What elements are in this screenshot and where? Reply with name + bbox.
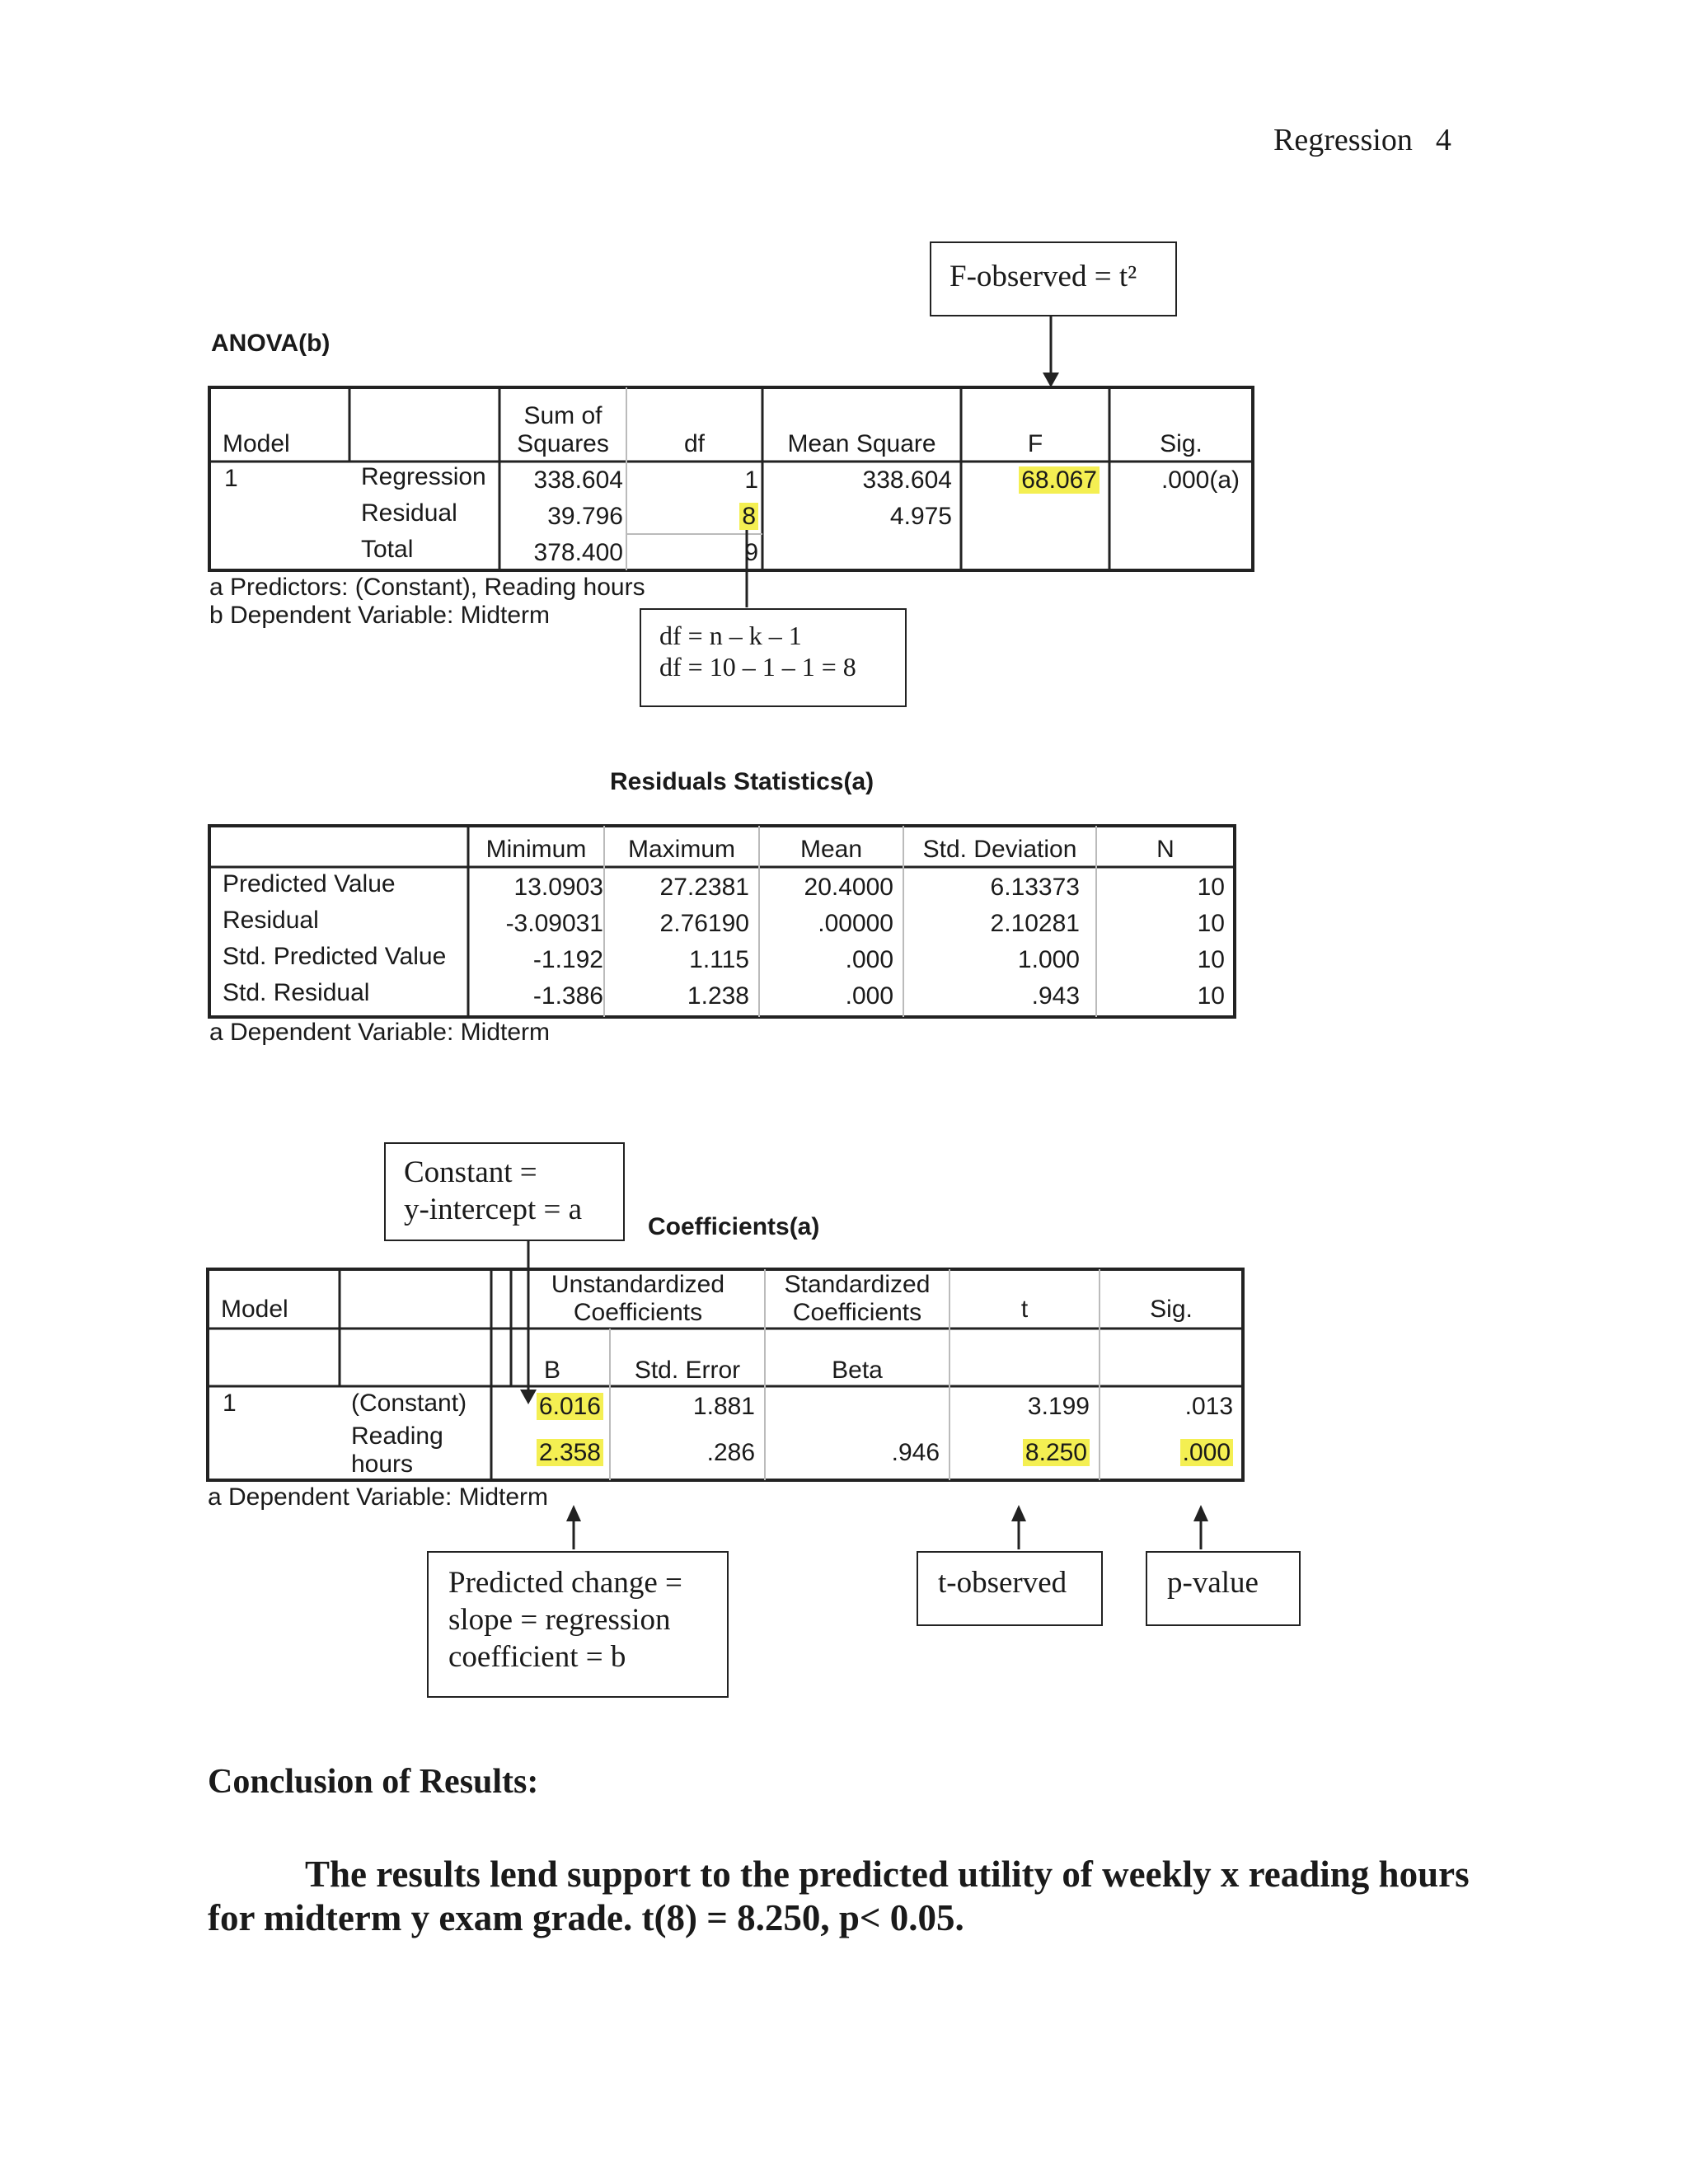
coef-header-b: B: [543, 1357, 560, 1384]
anova-ss: 378.400: [533, 539, 623, 566]
residuals-row-label: Residual: [223, 907, 319, 934]
residuals-mean: .000: [845, 982, 893, 1010]
residuals-header: Minimum: [485, 836, 587, 863]
coef-b-slope: 2.358: [537, 1439, 603, 1466]
anova-header-f: F: [1027, 430, 1043, 457]
coef-sig-value: .000: [1180, 1439, 1233, 1466]
residuals-min: 13.0903: [513, 874, 603, 901]
residuals-row-label: Std. Residual: [223, 979, 370, 1006]
slope-line-3: coefficient = b: [448, 1640, 626, 1674]
anova-header-df: df: [683, 430, 706, 457]
coef-header-std-1: Standardized: [784, 1271, 931, 1298]
anova-header-model: Model: [223, 430, 290, 457]
residuals-sd: 2.10281: [990, 910, 1080, 937]
coef-se: 1.881: [692, 1393, 755, 1420]
df-callout: [640, 608, 907, 707]
anova-row-label: Residual: [361, 499, 457, 527]
anova-model-num: 1: [224, 465, 238, 492]
header-title: Regression: [1273, 123, 1413, 157]
residuals-header: N: [1156, 836, 1175, 863]
anova-header-ss-1: Sum of: [523, 402, 603, 429]
conclusion-title: Conclusion of Results:: [208, 1763, 539, 1801]
coefficients-note: a Dependent Variable: Midterm: [208, 1483, 548, 1511]
residuals-mean: .00000: [818, 910, 893, 937]
anova-ss: 39.796: [547, 503, 623, 530]
coef-header-se: Std. Error: [634, 1357, 741, 1384]
coef-sig: [1100, 1439, 1233, 1467]
residuals-title: Residuals Statistics(a): [610, 768, 874, 795]
coef-header-std-2: Coefficients: [792, 1299, 922, 1326]
slope-callout: [427, 1551, 729, 1698]
p-value-text: p-value: [1167, 1566, 1259, 1600]
coef-header-t: t: [1020, 1296, 1029, 1323]
anova-header-sig: Sig.: [1160, 430, 1203, 457]
slope-line-2: slope = regression: [448, 1603, 671, 1637]
conclusion-body: The results lend support to the predicted utility of weekly x reading hours for midterm y exam grade. t(8) = 8.250, p< 0.05.: [208, 1854, 1470, 1938]
residuals-mean: .000: [845, 946, 893, 973]
coef-model-num: 1: [223, 1390, 237, 1417]
residuals-note: a Dependent Variable: Midterm: [209, 1019, 550, 1046]
slope-line-1: Predicted change =: [448, 1566, 682, 1600]
anova-f: [961, 466, 1100, 494]
coef-row-label-1: Reading: [351, 1422, 443, 1450]
anova-df: 1: [744, 466, 758, 494]
residuals-sd: 6.13373: [990, 874, 1080, 901]
residuals-header: Mean: [799, 836, 863, 863]
coef-header-unstd-1: Unstandardized: [551, 1271, 725, 1298]
residuals-min: -1.386: [532, 982, 603, 1010]
df-calculation: df = 10 – 1 – 1 = 8: [659, 652, 856, 682]
residuals-header: Std. Deviation: [922, 836, 1077, 863]
residuals-max: 1.238: [687, 982, 749, 1010]
coef-t-value: 8.250: [1023, 1439, 1090, 1466]
anova-title: ANOVA(b): [211, 330, 331, 357]
residuals-n: 10: [1197, 982, 1225, 1010]
residuals-row-label: Predicted Value: [223, 870, 396, 898]
residuals-max: 27.2381: [659, 874, 749, 901]
p-value-callout: [1146, 1551, 1301, 1626]
anova-ms: 4.975: [889, 503, 952, 530]
residuals-sd: 1.000: [1017, 946, 1080, 973]
coef-t: [950, 1439, 1090, 1467]
coef-header-beta: Beta: [832, 1357, 883, 1384]
anova-note-b: b Dependent Variable: Midterm: [209, 602, 550, 629]
coef-b: [511, 1439, 603, 1467]
residuals-n: 10: [1197, 874, 1225, 901]
residuals-row-label: Std. Predicted Value: [223, 943, 447, 970]
coef-b-constant: 6.016: [537, 1393, 603, 1420]
coef-beta: .946: [891, 1439, 940, 1466]
page-number: 4: [1435, 123, 1451, 157]
f-observed-text: F-observed = t²: [950, 260, 1137, 293]
f-observed-callout: [930, 241, 1177, 316]
anova-note-a: a Predictors: (Constant), Reading hours: [209, 574, 645, 601]
t-observed-text: t-observed: [938, 1566, 1067, 1600]
residuals-n: 10: [1197, 946, 1225, 973]
anova-f-value: 68.067: [1019, 466, 1100, 494]
anova-df: 9: [744, 539, 758, 566]
coef-se: .286: [706, 1439, 755, 1466]
coef-row-label-2: hours: [351, 1451, 414, 1478]
anova-row-label: Total: [361, 536, 414, 563]
df-formula: df = n – k – 1: [659, 621, 802, 650]
residuals-min: -3.09031: [505, 910, 603, 937]
anova-df: [626, 503, 758, 531]
coefficients-title: Coefficients(a): [648, 1213, 820, 1240]
residuals-max: 2.76190: [659, 910, 749, 937]
coef-sig: .013: [1184, 1393, 1233, 1420]
anova-ms: 338.604: [862, 466, 952, 494]
residuals-min: -1.192: [532, 946, 603, 973]
coef-row-label: (Constant): [351, 1390, 467, 1417]
anova-header-ss-2: Squares: [517, 430, 609, 457]
anova-sig: .000(a): [1160, 466, 1240, 494]
coef-header-unstd-2: Coefficients: [573, 1299, 703, 1326]
constant-line-1: Constant =: [404, 1155, 537, 1189]
residuals-mean: 20.4000: [804, 874, 893, 901]
residuals-header: Maximum: [627, 836, 735, 863]
coef-header-model: Model: [221, 1296, 288, 1323]
anova-row-label: Regression: [361, 463, 486, 490]
residuals-max: 1.115: [689, 946, 749, 973]
constant-callout: [384, 1142, 625, 1241]
residuals-n: 10: [1197, 910, 1225, 937]
anova-header-ms: Mean Square: [787, 430, 936, 457]
anova-ss: 338.604: [533, 466, 623, 494]
constant-line-2: y-intercept = a: [404, 1193, 583, 1226]
coef-header-sig: Sig.: [1150, 1296, 1193, 1323]
coef-b: [511, 1393, 603, 1421]
residuals-sd: .943: [1031, 982, 1080, 1010]
coef-t: 3.199: [1027, 1393, 1090, 1420]
anova-df-highlight: 8: [739, 503, 758, 530]
t-observed-callout: [917, 1551, 1103, 1626]
